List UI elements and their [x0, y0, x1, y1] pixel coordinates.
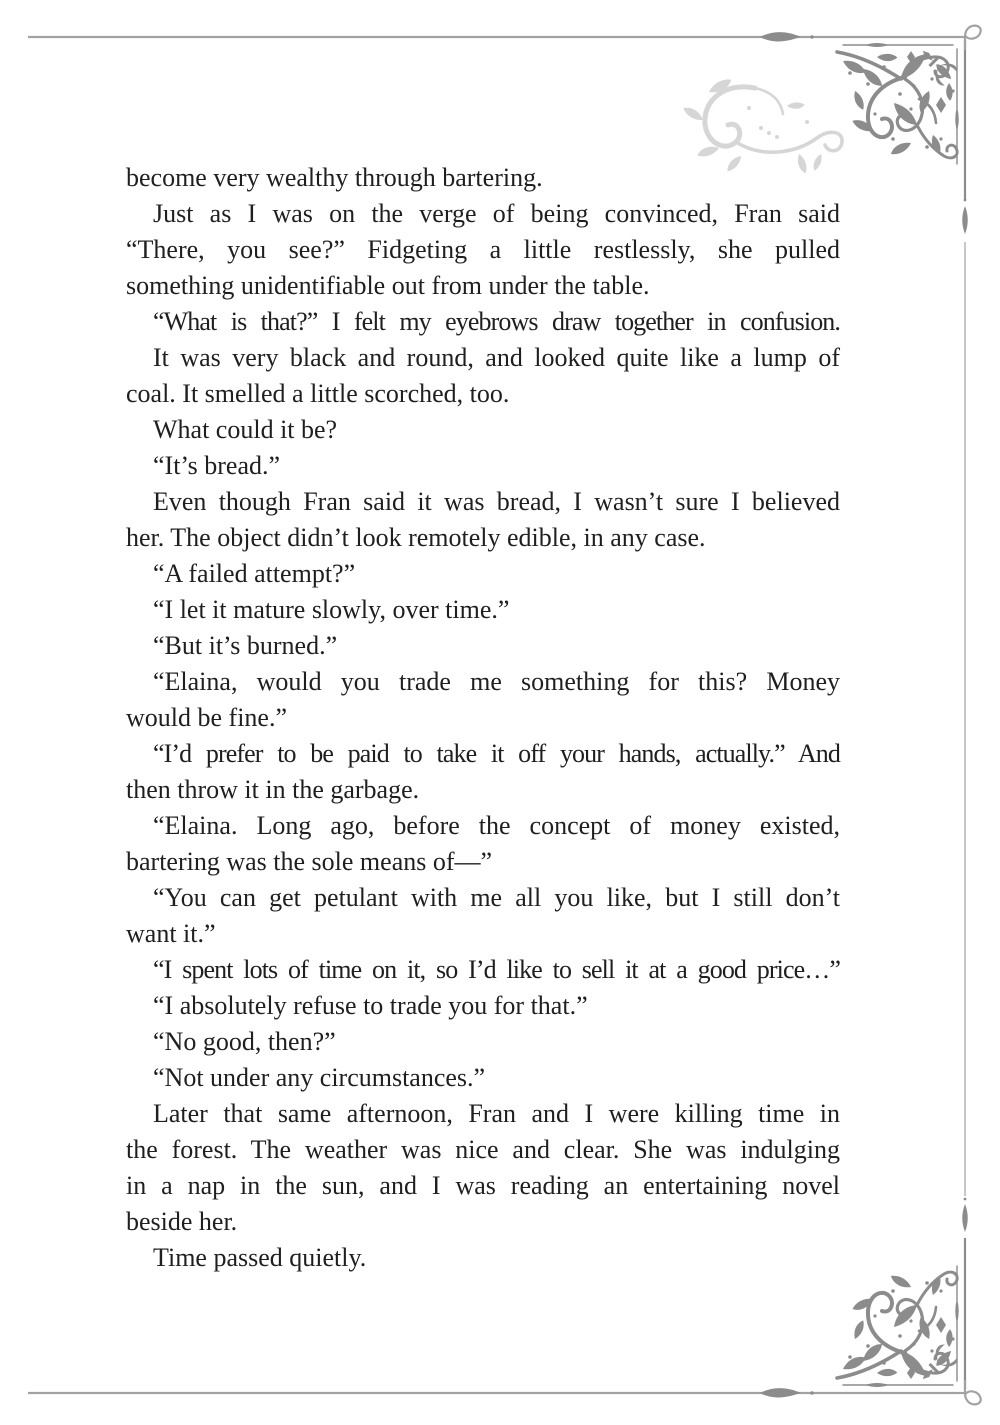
corner-flourish-top-right-icon — [837, 42, 960, 164]
right-border-diamond-lower-icon — [962, 1204, 968, 1232]
text-line: the forest. The weather was nice and clear. She was indulging — [126, 1135, 840, 1164]
text-line: “I let it mature slowly, over time.” — [153, 595, 510, 624]
corner-loop-top-right-icon — [965, 26, 981, 50]
text-line: Even though Fran said it was bread, I wasn’t sure I believed — [153, 487, 840, 516]
text-line: “It’s bread.” — [153, 451, 281, 480]
corner-loop-bottom-right-icon — [965, 1380, 981, 1404]
text-line: bartering was the sole means of—” — [126, 847, 493, 876]
text-line: Later that same afternoon, Fran and I were killing time in — [153, 1099, 840, 1128]
text-line: something unidentifiable out from under the table. — [126, 271, 650, 300]
text-line: “Not under any circumstances.” — [153, 1063, 486, 1092]
text-line: Just as I was on the verge of being convinced, Fran said — [153, 199, 840, 228]
bottom-border-dot-icon — [810, 1391, 813, 1394]
text-line: “A failed attempt?” — [153, 559, 356, 588]
bottom-border-diamond-icon — [760, 1388, 801, 1397]
top-border-dot-icon — [810, 35, 813, 38]
text-line: then throw it in the garbage. — [126, 775, 420, 804]
text-line: “You can get petulant with me all you like, but I still don’t — [153, 883, 840, 912]
text-line: beside her. — [126, 1207, 238, 1236]
text-line: “I absolutely refuse to trade you for that.” — [153, 991, 588, 1020]
text-line: “Elaina, would you trade me something for this? Money — [153, 667, 840, 696]
text-line: “I spent lots of time on it, so I’d like to sell it at a good price…” — [153, 955, 840, 984]
text-line: “No good, then?” — [153, 1027, 336, 1056]
text-line: want it.” — [126, 919, 216, 948]
corner-flourish-bottom-right-icon — [837, 1266, 960, 1388]
text-line: in a nap in the sun, and I was reading an entertaining novel — [126, 1171, 840, 1200]
text-line: “But it’s burned.” — [153, 631, 338, 660]
text-line: “There, you see?” Fidgeting a little restlessly, she pulled — [126, 235, 840, 264]
text-line: her. The object didn’t look remotely edible, in any case. — [126, 523, 706, 552]
text-line: Time passed quietly. — [153, 1243, 367, 1272]
right-border-dot-lower-icon — [964, 1198, 967, 1201]
text-line: “Elaina. Long ago, before the concept of money existed, — [153, 811, 840, 840]
text-line: “I’d prefer to be paid to take it off your hands, actually.” And — [153, 739, 840, 768]
text-line: What could it be? — [153, 415, 338, 444]
text-block — [126, 160, 840, 1276]
text-line: coal. It smelled a little scorched, too. — [126, 379, 510, 408]
text-line: “What is that?” I felt my eyebrows draw together in confusion. — [153, 307, 840, 336]
right-border-diamond-upper-icon — [962, 206, 968, 234]
right-border-dot-upper-icon — [964, 199, 967, 202]
text-line: become very wealthy through bartering. — [126, 163, 543, 192]
text-line: It was very black and round, and looked quite like a lump of — [153, 343, 840, 372]
text-line: would be fine.” — [126, 703, 288, 732]
top-border-diamond-icon — [760, 32, 801, 41]
